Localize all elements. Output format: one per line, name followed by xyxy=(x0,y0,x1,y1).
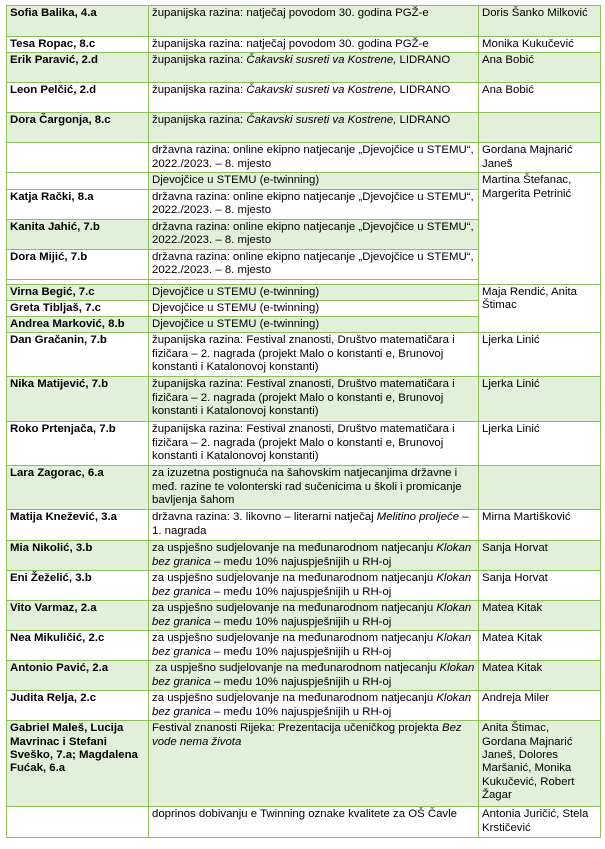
mentor-cell: Monika Kukučević xyxy=(479,37,601,53)
mentor-cell: Sanja Horvat xyxy=(479,571,601,601)
mentor-cell: Ana Bobić xyxy=(479,83,601,113)
student-name xyxy=(7,143,149,173)
student-name: Antonio Pavić, 2.a xyxy=(7,661,149,691)
table-row xyxy=(7,510,601,541)
student-name xyxy=(7,807,149,838)
table-row xyxy=(7,284,601,300)
student-name: Andrea Marković, 8.b xyxy=(7,317,149,333)
competition-cell: za uspješno sudjelovanje na međunarodnom natjecanju Klokan bez granica – među 10% najuspješnijih u RH-oj xyxy=(149,691,479,721)
competition-cell: doprinos dobivanju e Twinning oznake kvalitete za OŠ Čavle xyxy=(149,807,479,838)
mentor-cell: Martina Štefanac, Margerita Petrinić xyxy=(479,173,601,284)
awards-table-container xyxy=(6,5,600,838)
table-row xyxy=(7,53,601,83)
competition-cell: za uspješno sudjelovanje na međunarodnom natjecanju Klokan bez granica – među 10% najuspješnijih u RH-oj xyxy=(149,631,479,661)
student-name: Roko Prtenjača, 7.b xyxy=(7,422,149,466)
competition-cell: županijska razina: Čakavski susreti va Kostrene, LIDRANO xyxy=(149,83,479,113)
competition-cell: državna razina: online ekipno natjecanje „Djevojčice u STEMU“, 2022./2023. – 8. mjesto xyxy=(149,219,479,249)
competition-cell: državna razina: online ekipno natjecanje „Djevojčice u STEMU“, 2022./2023. – 8. mjesto xyxy=(149,249,479,279)
competition-cell: županijska razina: natječaj povodom 30. godina PGŽ-e xyxy=(149,6,479,37)
competition-cell: županijska razina: Čakavski susreti va Kostrene, LIDRANO xyxy=(149,53,479,83)
student-name: Judita Relja, 2.c xyxy=(7,691,149,721)
competition-cell: županijska razina: natječaj povodom 30. godina PGŽ-e xyxy=(149,37,479,53)
table-row xyxy=(7,466,601,510)
table-row xyxy=(7,113,601,143)
table-row xyxy=(7,6,601,37)
mentor-cell: Ana Bobić xyxy=(479,53,601,83)
competition-cell: Djevojčice u STEMU (e-twinning) xyxy=(149,300,479,316)
competition-cell: županijska razina: Festival znanosti, Društvo matematičara i fizičara – 2. nagrada (projekt Malo o konstanti e, Brunovoj konstanti i Katalonovoj konstanti) xyxy=(149,422,479,466)
table-row xyxy=(7,173,601,189)
mentor-cell: Ljerka Linić xyxy=(479,422,601,466)
student-name: Katja Rački, 8.a xyxy=(7,189,149,219)
table-row xyxy=(7,333,601,377)
mentor-cell: Maja Rendić, Anita Štimac xyxy=(479,284,601,333)
student-name: Virna Begić, 7.c xyxy=(7,284,149,300)
student-name xyxy=(7,173,149,189)
student-name: Dora Čargonja, 8.c xyxy=(7,113,149,143)
competition-cell: za uspješno sudjelovanje na međunarodnom natjecanju Klokan bez granica – među 10% najuspješnijih u RH-oj xyxy=(149,541,479,571)
table-row xyxy=(7,601,601,631)
competition-cell: Djevojčice u STEMU (e-twinning) xyxy=(149,317,479,333)
mentor-cell: Mirna Martišković xyxy=(479,510,601,541)
student-name: Mia Nikolić, 3.b xyxy=(7,541,149,571)
competition-cell: državna razina: 3. likovno – literarni natječaj Melitino proljeće – 1. nagrada xyxy=(149,510,479,541)
competition-cell: Festival znanosti Rijeka: Prezentacija učeničkog projekta Bez vode nema života xyxy=(149,721,479,807)
student-name: Nea Mikuličić, 2.c xyxy=(7,631,149,661)
mentor-cell xyxy=(479,113,601,143)
student-name: Eni Žeželić, 3.b xyxy=(7,571,149,601)
table-row xyxy=(7,377,601,422)
mentor-cell: Doris Šanko Milković xyxy=(479,6,601,37)
student-name: Matija Knežević, 3.a xyxy=(7,510,149,541)
mentor-cell: Matea Kitak xyxy=(479,661,601,691)
table-row xyxy=(7,631,601,661)
student-name: Tesa Ropac, 8.c xyxy=(7,37,149,53)
table-row xyxy=(7,807,601,838)
table-row xyxy=(7,541,601,571)
mentor-cell: Matea Kitak xyxy=(479,601,601,631)
mentor-cell: Sanja Horvat xyxy=(479,541,601,571)
competition-cell: Djevojčice u STEMU (e-twinning) xyxy=(149,284,479,300)
awards-table xyxy=(6,5,601,838)
mentor-cell: Andreja Miler xyxy=(479,691,601,721)
student-name: Lara Zagorac, 6.a xyxy=(7,466,149,510)
competition-cell: županijska razina: Festival znanosti, Društvo matematičara i fizičara – 2. nagrada (projekt Malo o konstanti e, Brunovoj konstanti i Katalonovoj konstanti) xyxy=(149,333,479,377)
table-row xyxy=(7,83,601,113)
competition-cell: državna razina: online ekipno natjecanje „Djevojčice u STEMU“, 2022./2023. – 8. mjesto xyxy=(149,143,479,173)
student-name: Leon Pelčić, 2.d xyxy=(7,83,149,113)
mentor-cell: Ljerka Linić xyxy=(479,333,601,377)
competition-cell: za uspješno sudjelovanje na međunarodnom natjecanju Klokan bez granica – među 10% najuspješnijih u RH-oj xyxy=(149,601,479,631)
mentor-cell: Ljerka Linić xyxy=(479,377,601,422)
competition-cell: za izuzetna postignuća na šahovskim natjecanjima državne i međ. razine te volonterski rad sučenicima u školi i promicanje bavljenja šahom xyxy=(149,466,479,510)
table-row xyxy=(7,721,601,807)
student-name: Nika Matijević, 7.b xyxy=(7,377,149,422)
competition-cell: za uspješno sudjelovanje na međunarodnom natjecanju Klokan bez granica – među 10% najuspješnijih u RH-oj xyxy=(149,661,479,691)
mentor-cell: Matea Kitak xyxy=(479,631,601,661)
student-name: Erik Paravić, 2.d xyxy=(7,53,149,83)
mentor-cell: Gordana Majnarić Janeš xyxy=(479,143,601,173)
table-row xyxy=(7,37,601,53)
mentor-cell xyxy=(479,466,601,510)
table-row xyxy=(7,422,601,466)
student-name: Greta Tibljaš, 7.c xyxy=(7,300,149,316)
student-name: Kanita Jahić, 7.b xyxy=(7,219,149,249)
student-name: Sofia Balika, 4.a xyxy=(7,6,149,37)
table-row xyxy=(7,661,601,691)
student-name: Dan Gračanin, 7.b xyxy=(7,333,149,377)
student-name: Dora Mijić, 7.b xyxy=(7,249,149,279)
mentor-cell: Anita Štimac, Gordana Majnarić Janeš, Dolores Maršanić, Monika Kukučević, Robert Žagar xyxy=(479,721,601,807)
student-name: Vito Varmaz, 2.a xyxy=(7,601,149,631)
competition-cell: državna razina: online ekipno natjecanje „Djevojčice u STEMU“, 2022./2023. – 8. mjesto xyxy=(149,189,479,219)
table-row xyxy=(7,691,601,721)
competition-cell: Djevojčice u STEMU (e-twinning) xyxy=(149,173,479,189)
competition-cell: za uspješno sudjelovanje na međunarodnom natjecanju Klokan bez granica – među 10% najuspješnijih u RH-oj xyxy=(149,571,479,601)
mentor-cell: Antonia Juričić, Stela Krstičević xyxy=(479,807,601,838)
competition-cell: županijska razina: Festival znanosti, Društvo matematičara i fizičara – 2. nagrada (projekt Malo o konstanti e, Brunovoj konstanti i Katalonovoj konstanti) xyxy=(149,377,479,422)
student-name: Gabriel Maleš, Lucija Mavrinac i Stefani Sveško, 7.a; Magdalena Fućak, 6.a xyxy=(7,721,149,807)
competition-cell: županijska razina: Čakavski susreti va Kostrene, LIDRANO xyxy=(149,113,479,143)
table-row xyxy=(7,143,601,173)
table-row xyxy=(7,571,601,601)
